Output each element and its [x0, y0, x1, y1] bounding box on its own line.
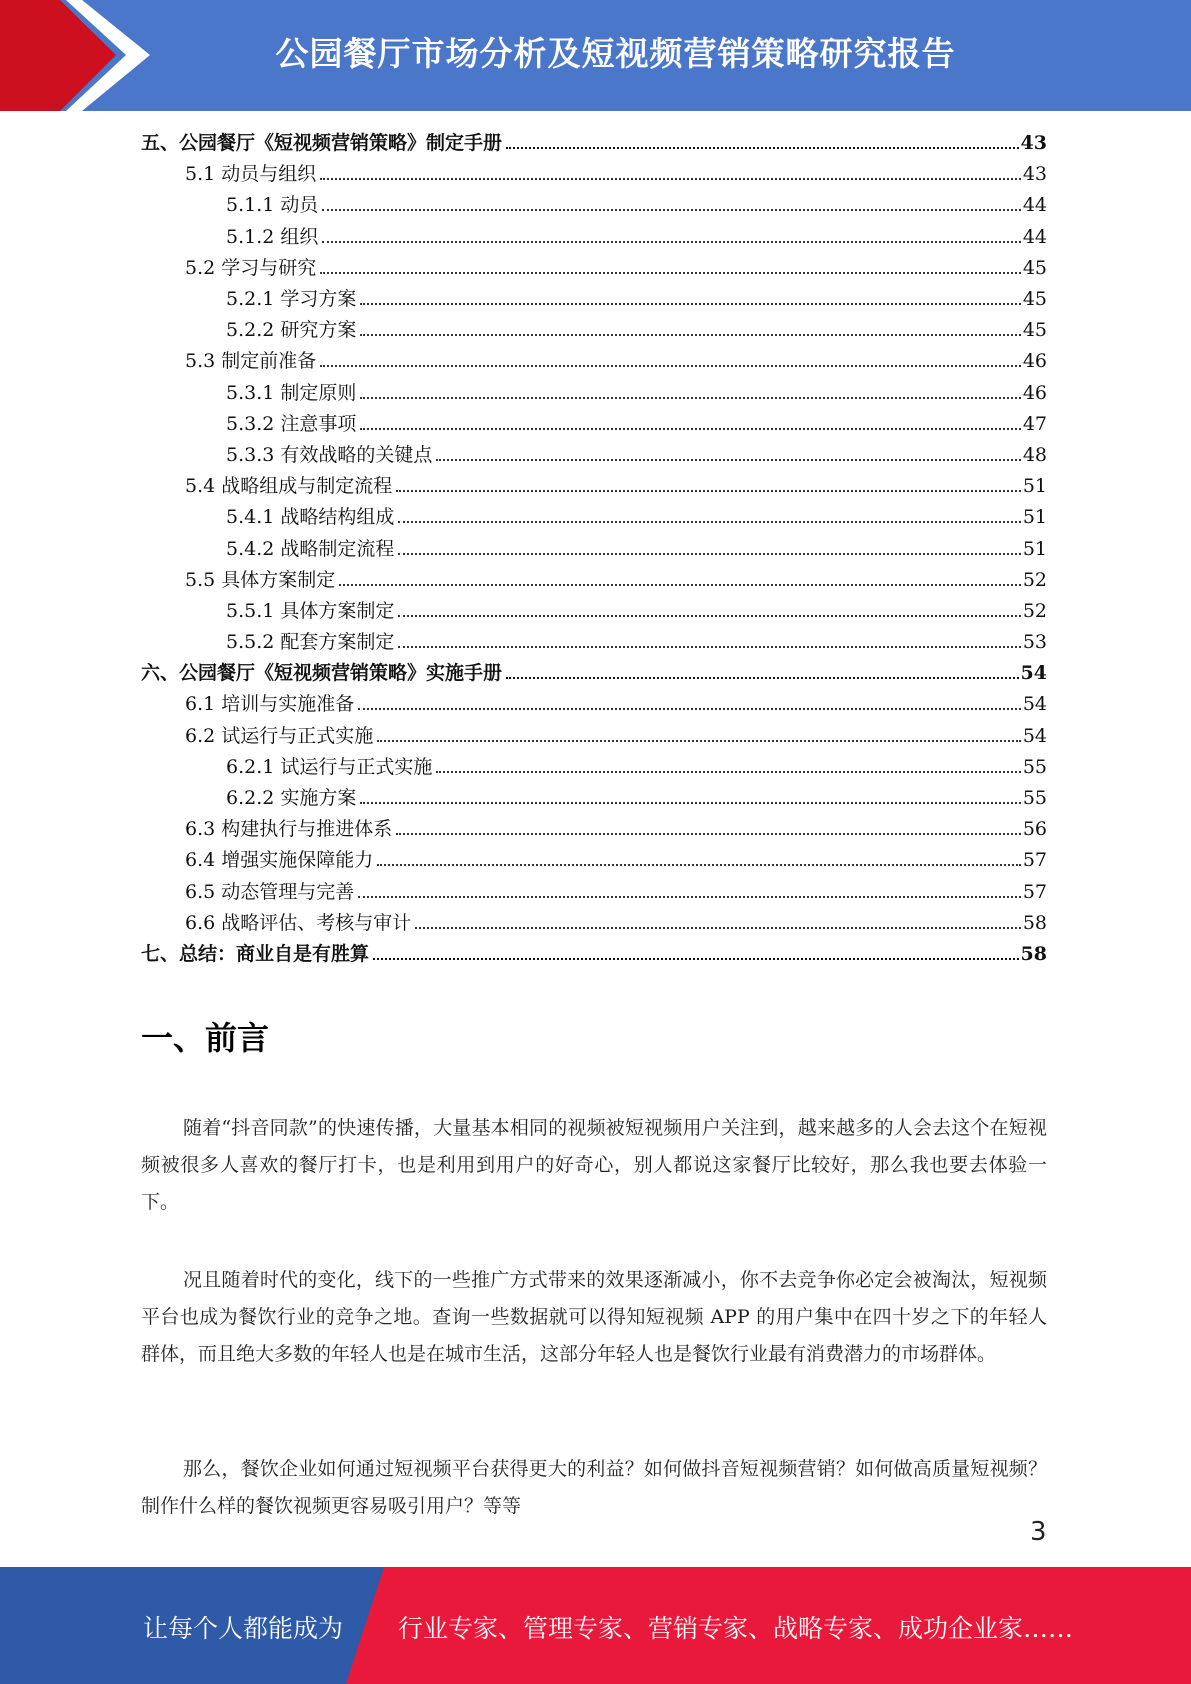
toc-entry-label: 5.2 学习与研究	[185, 256, 317, 279]
toc-dot-leader	[360, 396, 1020, 399]
toc-entry-label: 6.3 构建执行与推进体系	[185, 818, 393, 841]
toc-entry-label: 6.1 培训与实施准备	[185, 693, 355, 716]
toc-dot-leader	[360, 427, 1020, 430]
toc-entry[interactable]	[141, 409, 1047, 440]
toc-dot-leader	[358, 895, 1021, 898]
toc-dot-leader	[360, 333, 1020, 336]
toc-entry-label: 5.3.2 注意事项	[226, 412, 357, 435]
page-footer	[0, 1567, 1191, 1684]
header-title: 公园餐厅市场分析及短视频营销策略研究报告	[275, 34, 956, 73]
toc-dot-leader	[436, 770, 1020, 773]
toc-entry[interactable]	[141, 783, 1047, 814]
toc-entry-label: 七、总结：商业自是有胜算	[141, 942, 370, 965]
toc-entry-page: 57	[1022, 849, 1047, 872]
toc-entry-page: 55	[1022, 787, 1047, 810]
toc-entry-page: 43	[1020, 132, 1047, 155]
toc-entry[interactable]	[141, 128, 1047, 159]
toc-entry[interactable]	[141, 658, 1047, 689]
toc-entry-page: 47	[1022, 412, 1047, 435]
toc-entry-page: 45	[1022, 319, 1047, 342]
toc-entry-label: 5.3 制定前准备	[185, 350, 317, 373]
toc-entry[interactable]	[141, 159, 1047, 190]
paragraph-1: 随着“抖音同款”的快速传播，大量基本相同的视频被短视频用户关注到，越来越多的人会去这个在短视频被很多人喜欢的餐厅打卡，也是利用到用户的好奇心，别人都说这家餐厅比较好，那么我也要去体验一下。	[141, 1117, 1047, 1213]
toc-entry[interactable]	[141, 222, 1047, 253]
toc-entry-label: 6.6 战略评估、考核与审计	[185, 911, 412, 934]
toc-entry-page: 45	[1022, 256, 1047, 279]
toc-entry[interactable]	[141, 596, 1047, 627]
toc-entry-page: 48	[1022, 443, 1047, 466]
toc-entry-page: 52	[1022, 599, 1047, 622]
toc-dot-leader	[506, 146, 1019, 149]
toc-dot-leader	[398, 520, 1020, 523]
toc-entry-label: 5.1.1 动员	[226, 194, 319, 217]
paragraph-2: 况且随着时代的变化，线下的一些推广方式带来的效果逐渐减小，你不去竞争你必定会被淘汰，短视频平台也成为餐饮行业的竞争之地。查询一些数据就可以得知短视频 APP 的用户集中在四十岁之下的年轻人群体，而且绝大多数的年轻人也是在城市生活，这部分年轻人也是餐饮行业最有消费潜力的市场群体。	[141, 1269, 1047, 1365]
toc-entry[interactable]	[141, 565, 1047, 596]
toc-dot-leader	[377, 739, 1021, 742]
toc-entry-label: 6.2.2 实施方案	[226, 787, 357, 810]
toc-entry-label: 六、公园餐厅《短视频营销策略》实施手册	[141, 662, 503, 685]
toc-entry[interactable]	[141, 253, 1047, 284]
toc-entry-page: 53	[1022, 631, 1047, 654]
toc-entry-label: 6.5 动态管理与完善	[185, 880, 355, 903]
toc-entry-label: 5.2.1 学习方案	[226, 288, 357, 311]
section-title: 一、前言	[141, 1019, 270, 1057]
toc-entry-page: 54	[1022, 693, 1047, 716]
toc-entry[interactable]	[141, 939, 1047, 970]
toc-dot-leader	[358, 707, 1021, 710]
toc-entry[interactable]	[141, 315, 1047, 346]
toc-entry[interactable]	[141, 502, 1047, 533]
toc-entry-label: 五、公园餐厅《短视频营销策略》制定手册	[141, 132, 503, 155]
toc-dot-leader	[373, 957, 1019, 960]
toc-dot-leader	[398, 645, 1020, 648]
toc-entry[interactable]	[141, 346, 1047, 377]
toc-dot-leader	[360, 801, 1020, 804]
toc-entry[interactable]	[141, 190, 1047, 221]
toc-dot-leader	[398, 552, 1020, 555]
toc-dot-leader	[415, 926, 1021, 929]
toc-dot-leader	[320, 177, 1021, 180]
toc-entry-label: 5.4.2 战略制定流程	[226, 537, 395, 560]
toc-entry-label: 6.2.1 试运行与正式实施	[226, 755, 433, 778]
toc-dot-leader	[398, 614, 1020, 617]
toc-entry-label: 5.5 具体方案制定	[185, 568, 336, 591]
toc-entry-page: 58	[1020, 942, 1047, 965]
toc-entry-page: 52	[1022, 568, 1047, 591]
toc-dot-leader	[396, 489, 1021, 492]
toc-entry[interactable]	[141, 877, 1047, 908]
toc-dot-leader	[339, 583, 1021, 586]
toc-entry-page: 57	[1022, 880, 1047, 903]
toc-entry-label: 5.4.1 战略结构组成	[226, 506, 395, 529]
toc-dot-leader	[377, 863, 1021, 866]
footer-slogan-left: 让每个人都能成为	[143, 1614, 344, 1643]
table-of-contents	[141, 128, 1047, 970]
toc-entry-page: 55	[1022, 755, 1047, 778]
toc-dot-leader	[360, 302, 1020, 305]
toc-entry-page: 58	[1022, 911, 1047, 934]
toc-dot-leader	[320, 364, 1021, 367]
toc-entry-page: 46	[1022, 381, 1047, 404]
toc-entry[interactable]	[141, 471, 1047, 502]
toc-dot-leader	[436, 458, 1020, 461]
toc-dot-leader	[396, 832, 1021, 835]
toc-dot-leader	[322, 208, 1020, 211]
toc-entry[interactable]	[141, 533, 1047, 564]
toc-entry-label: 6.2 试运行与正式实施	[185, 724, 374, 747]
toc-entry-page: 51	[1022, 475, 1047, 498]
toc-entry-page: 51	[1022, 537, 1047, 560]
toc-entry-page: 43	[1022, 163, 1047, 186]
toc-entry[interactable]	[141, 284, 1047, 315]
toc-entry[interactable]	[141, 440, 1047, 471]
toc-entry-page: 45	[1022, 288, 1047, 311]
toc-entry-page: 44	[1022, 194, 1047, 217]
toc-entry-label: 5.1.2 组织	[226, 225, 319, 248]
toc-entry-page: 46	[1022, 350, 1047, 373]
page-header	[0, 0, 1191, 111]
toc-dot-leader	[322, 240, 1020, 243]
toc-entry-label: 5.5.2 配套方案制定	[226, 631, 395, 654]
toc-dot-leader	[506, 676, 1019, 679]
paragraph-3: 那么，餐饮企业如何通过短视频平台获得更大的利益？如何做抖音短视频营销？如何做高质量短视频？制作什么样的餐饮视频更容易吸引用户？等等	[141, 1458, 1047, 1517]
footer-slogan-right: 行业专家、管理专家、营销专家、战略专家、成功企业家……	[398, 1614, 1074, 1643]
toc-entry[interactable]	[141, 378, 1047, 409]
toc-entry[interactable]	[141, 908, 1047, 939]
toc-entry-label: 6.4 增强实施保障能力	[185, 849, 374, 872]
toc-entry-page: 51	[1022, 506, 1047, 529]
toc-entry-label: 5.4 战略组成与制定流程	[185, 475, 393, 498]
toc-entry-page: 44	[1022, 225, 1047, 248]
toc-entry-label: 5.5.1 具体方案制定	[226, 599, 395, 622]
toc-entry[interactable]	[141, 814, 1047, 845]
toc-entry-page: 54	[1022, 724, 1047, 747]
toc-dot-leader	[320, 271, 1021, 274]
toc-entry[interactable]	[141, 627, 1047, 658]
toc-entry[interactable]	[141, 689, 1047, 720]
toc-entry[interactable]	[141, 845, 1047, 876]
toc-entry-label: 5.3.3 有效战略的关键点	[226, 443, 433, 466]
toc-entry-label: 5.1 动员与组织	[185, 163, 317, 186]
toc-entry-label: 5.3.1 制定原则	[226, 381, 357, 404]
toc-entry[interactable]	[141, 752, 1047, 783]
toc-entry[interactable]	[141, 721, 1047, 752]
page-number: 3	[1030, 1517, 1047, 1547]
toc-entry-page: 54	[1020, 662, 1047, 685]
toc-entry-page: 56	[1022, 818, 1047, 841]
toc-entry-label: 5.2.2 研究方案	[226, 319, 357, 342]
